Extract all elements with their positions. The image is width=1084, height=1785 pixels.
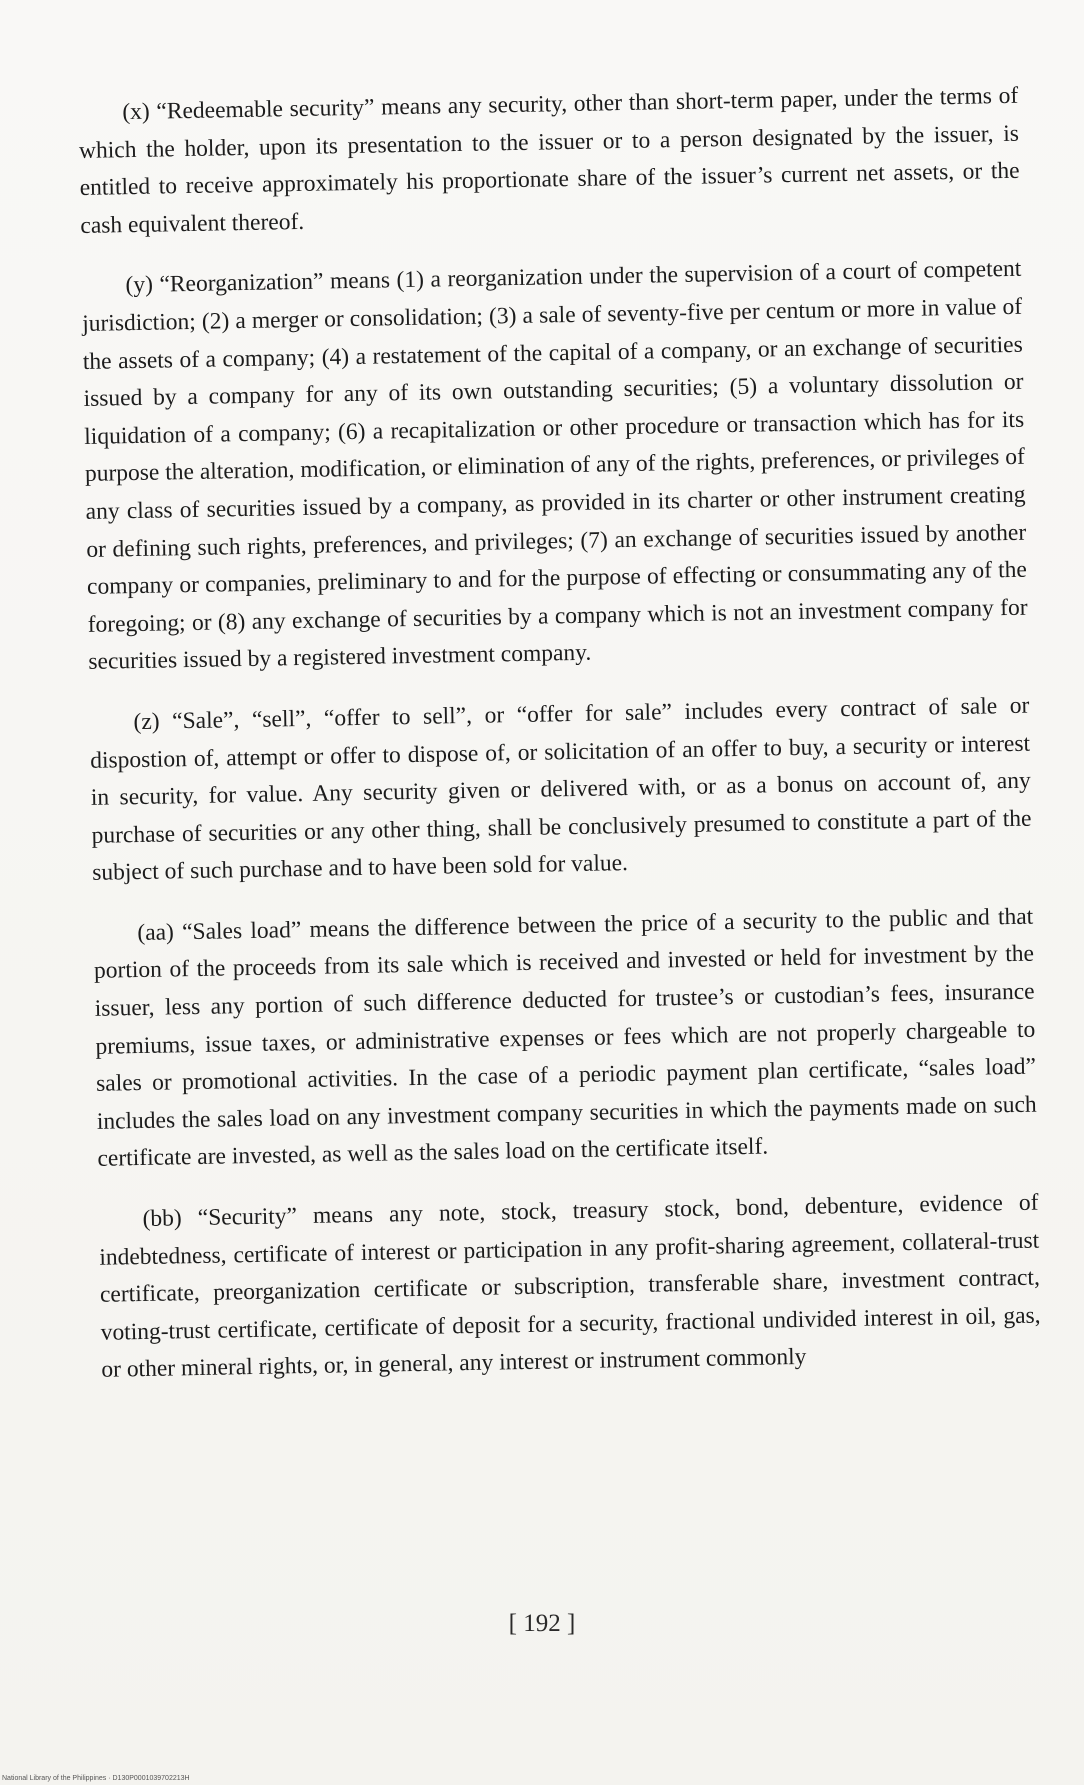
paragraph-z: (z) “Sale”, “sell”, “offer to sell”, or “offer for sale” includes every contract of sale or dispostion of, attempt or offer to dispose of, or solicitation of an offer to buy, a security or interest in security, for value. Any security given or delivered with, or as a bonus on account of, any purchase of securities or any other thing, shall be conclusively presumed to constitute a part of the subject of such purchase and to have been sold for value. bbox=[89, 692, 1032, 887]
page-number: [ 192 ] bbox=[508, 1610, 576, 1637]
paragraph-aa: (aa) “Sales load” means the difference between the price of a security to the public and that portion of the proceeds from its sale which is received and invested or held for investment by the issuer, less any portion of such difference deducted for trustee’s or custodian’s fees, insurance premiums, issue taxes, or administrative expenses or fees which are not properly chargeable to sales or promotional activities. In the case of a periodic payment plan certificate, “sales load” includes the sales load on any investment company securities in which the payments made on such certificate are invested, as well as the sales load on the certificate itself. bbox=[93, 903, 1037, 1173]
paragraph-x: (x) “Redeemable security” means any security, other than short-term paper, under the terms of which the holder, upon its presentation to the issuer or to a person designated by the issuer, is entitled to receive approximately his proportionate share of the issuer’s current net assets, or the cash equivalent thereof. bbox=[78, 82, 1020, 239]
scan-footer-note: National Library of the Philippines · D130P0001039702213H bbox=[2, 1775, 190, 1782]
paragraph-y: (y) “Reorganization” means (1) a reorganization under the supervision of a court of competent jurisdiction; (2) a merger or consolidation; (3) a sale of seventy-five per centum or more in value of the assets of a company; (4) a restatement of the capital of a company, or an exchange of securities issued by a company for any of its own outstanding securities; (5) a voluntary dissolution or liquidation of a company; (6) a recapitalization or other procedure or transaction which has for its purpose the alteration, modification, or elimination of any of the rights, preferences, or privileges of any class of securities issued by a company, as provided in its charter or other instrument creating or defining such rights, preferences, and privileges; (7) an exchange of securities issued by another company or companies, preliminary to and for the purpose of effecting or consummating any of the foregoing; or (8) any exchange of securities by a company which is not an investment company for securities issued by a registered investment company. bbox=[81, 256, 1028, 676]
paragraph-bb: (bb) “Security” means any note, stock, treasury stock, bond, debenture, evidence of indebtedness, certificate of interest or participation in any profit-sharing agreement, collateral-trust certificate, preorganization certificate or subscription, transferable share, investment contract, voting-trust certificate, certificate of deposit for a security, fractional undivided interest in oil, gas, or other mineral rights, or, in general, any interest or instrument commonly bbox=[99, 1189, 1041, 1384]
document-body bbox=[78, 78, 1042, 1413]
